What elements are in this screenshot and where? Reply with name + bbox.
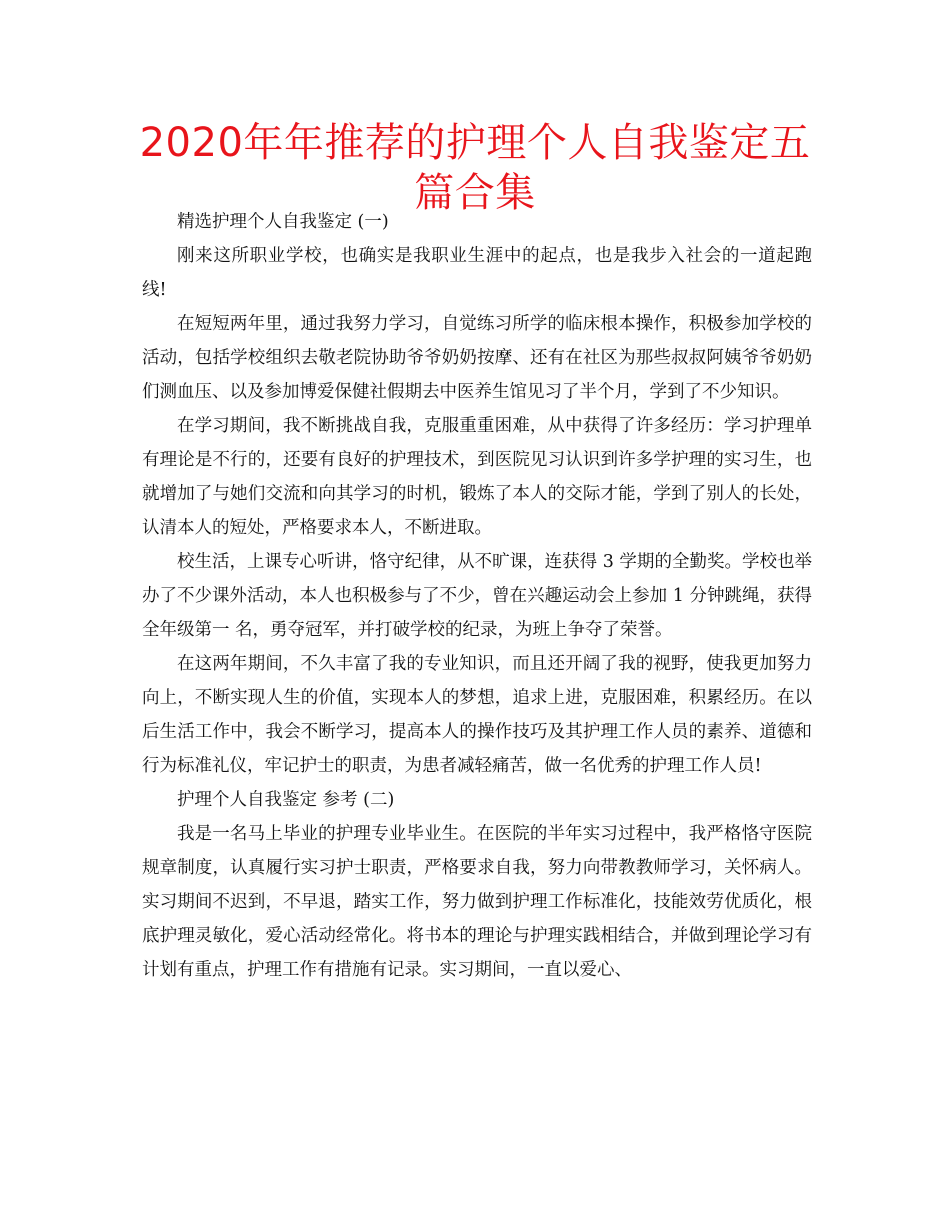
paragraph: 在这两年期间，不久丰富了我的专业知识，而且还开阔了我的视野，使我更加努力向上，不断实现人生的价值，实现本人的梦想，追求上进，克服困难，积累经历。在以后生活工作中，我会不断学习，提高本人的操作技巧及其护理工作人员的素养、道德和行为标准礼仪，牢记护士的职责，为患者减轻痛苦，做一名优秀的护理工作人员! xyxy=(142,654,812,776)
paragraph: 刚来这所职业学校，也确实是我职业生涯中的起点，也是我步入社会的一道起跑线! xyxy=(142,246,812,300)
paragraph: 在短短两年里，通过我努力学习，自觉练习所学的临床根本操作，积极参加学校的活动，包括学校组织去敬老院协助爷爷奶奶按摩、还有在社区为那些叔叔阿姨爷爷奶奶们测血压、以及参加博爱保健社假期去中医养生馆见习了半个月，学到了不少知识。 xyxy=(142,314,812,402)
document-body xyxy=(142,205,812,987)
paragraph: 我是一名马上毕业的护理专业毕业生。在医院的半年实习过程中，我严格恪守医院规章制度，认真履行实习护士职责，严格要求自我，努力向带教教师学习，关怀病人。实习期间不迟到，不早退，踏实工作，努力做到护理工作标准化，技能效劳优质化，根底护理灵敏化，爱心活动经常化。将书本的理论与护理实践相结合，并做到理论学习有计划有重点，护理工作有措施有记录。实习期间，一直以爱心、 xyxy=(142,824,812,980)
section-heading-1: 精选护理个人自我鉴定 (一) xyxy=(177,212,389,232)
section-heading-2: 护理个人自我鉴定 参考 (二) xyxy=(177,790,395,810)
paragraph: 在学习期间，我不断挑战自我，克服重重困难，从中获得了许多经历：学习护理单有理论是不行的，还要有良好的护理技术，到医院见习认识到许多学护理的实习生，也就增加了与她们交流和向其学习的时机，锻炼了本人的交际才能，学到了别人的长处，认清本人的短处，严格要求本人，不断进取。 xyxy=(142,416,812,538)
paragraph: 校生活，上课专心听讲，恪守纪律，从不旷课，连获得 3 学期的全勤奖。学校也举办了不少课外活动，本人也积极参与了不少，曾在兴趣运动会上参加 1 分钟跳绳，获得全年级第一 名，勇夺冠军，并打破学校的纪录，为班上争夺了荣誉。 xyxy=(142,552,812,640)
document-title: 2020年年推荐的护理个人自我鉴定五篇合集 xyxy=(139,120,811,216)
